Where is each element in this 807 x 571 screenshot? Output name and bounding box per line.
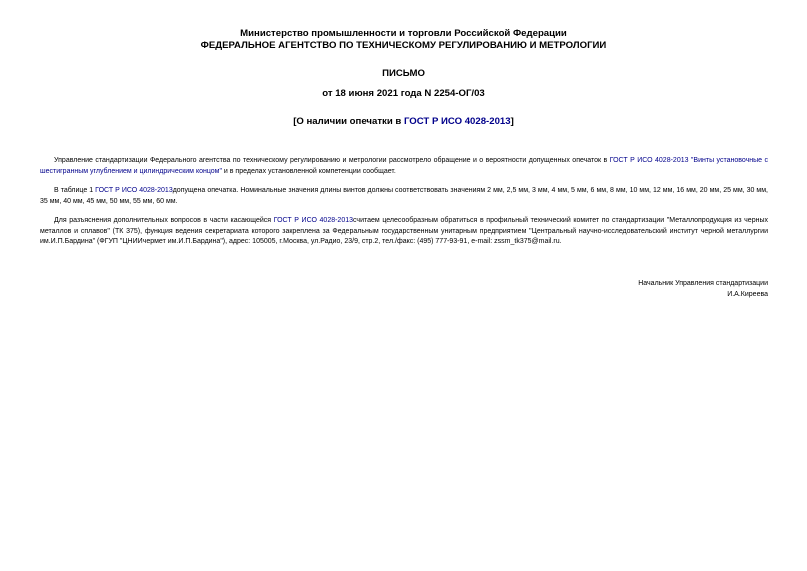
body-paragraph-1 [40,156,768,177]
subject-prefix: [О наличии опечатки в [293,116,404,127]
body-paragraph-2 [40,186,768,207]
standard-title-link[interactable]: ГОСТ Р ИСО 4028-2013 "Винты установочные с шестигранным углублением и цилиндрическим концом" [40,157,768,175]
standard-link[interactable]: ГОСТ Р ИСО 4028-2013 [273,217,354,224]
signature-block [638,279,768,300]
standard-link[interactable]: ГОСТ Р ИСО 4028-2013 [95,187,173,194]
letter-header [0,28,807,52]
agency-name: ФЕДЕРАЛЬНОЕ АГЕНТСТВО ПО ТЕХНИЧЕСКОМУ РЕГУЛИРОВАНИЮ И МЕТРОЛОГИИ [200,40,607,51]
subject-suffix: ] [510,116,514,127]
paragraph-text: и в пределах установленной компетенции сообщает. [221,167,396,175]
document-type: ПИСЬМО [382,68,425,79]
paragraph-text: Управление стандартизации Федерального агентства по техническому регулированию и метрологии рассмотрело обращение и о вероятности допущенных опечаток в [54,157,610,164]
paragraph-text: В таблице 1 [54,187,96,194]
subject-standard-link[interactable]: ГОСТ Р ИСО 4028-2013 [403,116,511,127]
paragraph-text: считаем целесообразным обратиться в профильный технический комитет по стандартизации "Металлопродукция из черных металлов и сплавов" (ТК 375), функция ведения секретариата которого закреплена за Федеральным государственным унитарным предприятием "Центральный научно-исследовательский институт черной металлургии им.И.П.Бардина" (ФГУП "ЦНИИчермет им.И.П.Бардина"), адрес: 105005, г.Москва, ул.Радио, 23/9, стр.2, тел./факс: (495) 777-93-91, e-mail: zssm_tk375@mail.ru. [40,217,768,245]
document-subject [0,116,807,127]
body-paragraph-3 [40,216,768,248]
paragraph-text: допущена опечатка. Номинальные значения длины винтов должны соответствовать значениям 2 мм, 2,5 мм, 3 мм, 4 мм, 5 мм, 6 мм, 8 мм, 10 мм, 12 мм, 16 мм, 20 мм, 25 мм, 30 мм, 35 мм, 40 мм, 45 мм, 50 мм, 55 мм, 60 мм. [40,187,768,205]
document-date-number: от 18 июня 2021 года N 2254-ОГ/03 [322,88,485,99]
ministry-name: Министерство промышленности и торговли Российской Федерации [240,28,567,39]
signatory-name: И.А.Киреева [727,290,768,298]
signatory-position: Начальник Управления стандартизации [638,280,768,287]
paragraph-text: Для разъяснения дополнительных вопросов в части касающейся [54,217,274,224]
